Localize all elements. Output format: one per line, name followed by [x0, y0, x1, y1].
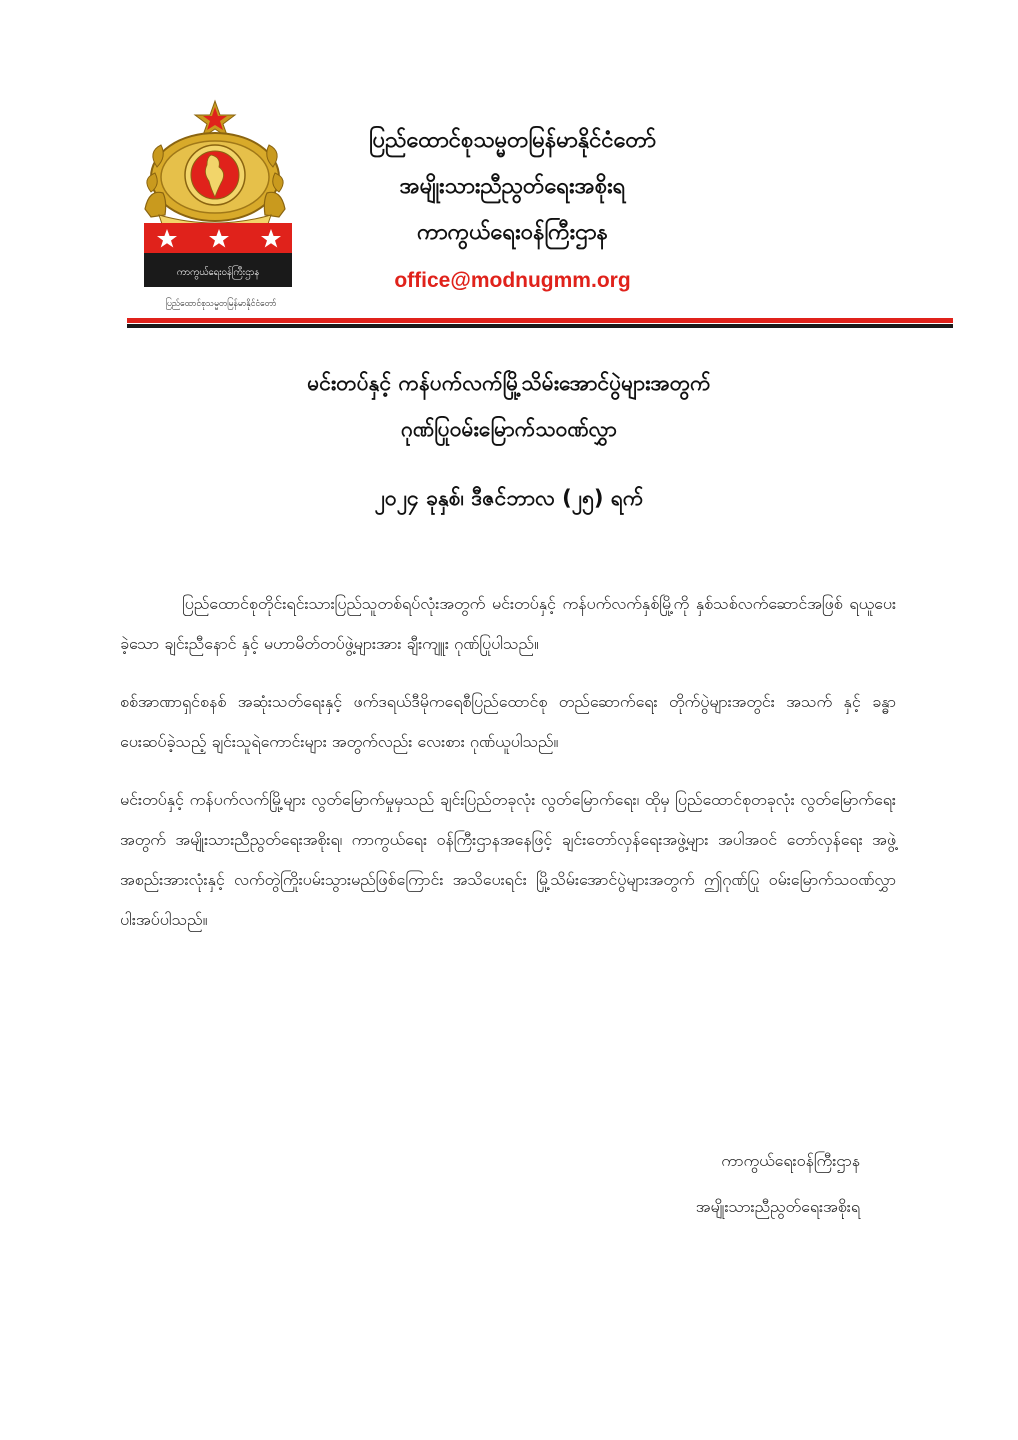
- signature-block: [560, 1138, 860, 1230]
- document-date: ၂၀၂၄ ခုနှစ်၊ ဒီဇင်ဘာလ (၂၅) ရက်: [374, 486, 644, 510]
- signature-ministry: ကာကွယ်ရေးဝန်ကြီးဌာန: [721, 1151, 860, 1170]
- org-line-ministry: ကာကွယ်ရေးဝန်ကြီးဌာန: [417, 220, 608, 245]
- body-paragraph-1: ပြည်ထောင်စုတိုင်းရင်းသားပြည်သူတစ်ရပ်လုံးအတွက် မင်းတပ်နှင့် ကန်ပက်လက်နှစ်မြို့ကို နှစ်သစ်လက်ဆောင်အဖြစ် ရယူပေးခဲ့သော ချင်းညီနောင် နှင့် မဟာမိတ်တပ်ဖွဲ့များအား ချီးကျူး ဂုဏ်ပြုပါသည်။: [120, 594, 896, 653]
- emblem-caption: ပြည်ထောင်စုသမ္မတမြန်မာနိုင်ငံတော်: [165, 299, 277, 309]
- ministry-emblem: [137, 97, 307, 315]
- header-divider-black: [127, 324, 953, 328]
- contact-email: office@modnugmm.org: [394, 269, 631, 292]
- body-paragraph-2: စစ်အာဏာရှင်စနစ် အဆုံးသတ်ရေးနှင့် ဖက်ဒရယ်ဒီမိုကရေစီပြည်ထောင်စု တည်ဆောက်ရေး တိုက်ပွဲများအတွင်း အသက် နှင့် ခန္ဓာပေးဆပ်ခဲ့သည့် ချင်းသူရဲကောင်းများ အတွက်လည်း လေးစား ဂုဏ်ယူပါသည်။: [120, 692, 896, 751]
- header-divider-red: [127, 318, 953, 323]
- body-paragraph-3: မင်းတပ်နှင့် ကန်ပက်လက်မြို့များ လွတ်မြောက်မှုမှသည် ချင်းပြည်တခုလုံး လွတ်မြောက်ရေး၊ ထိုမှ ပြည်ထောင်စုတခုလုံး လွတ်မြောက်ရေးအတွက် အမျိုးသားညီညွတ်ရေးအစိုးရ၊ ကာကွယ်ရေး ဝန်ကြီးဌာနအနေဖြင့် ချင်းတော်လှန်ရေးအဖွဲ့များ အပါအဝင် တော်လှန်ရေး အဖွဲ့အစည်းအားလုံးနှင့် လက်တွဲကြိုးပမ်းသွားမည်ဖြစ်ကြောင်း အသိပေးရင်း မြို့သိမ်းအောင်ပွဲများအတွက် ဤဂုဏ်ပြု ဝမ်းမြောက်သဝဏ်လွှာ ပါးအပ်ပါသည်။: [120, 790, 896, 929]
- title-line-1: မင်းတပ်နှင့် ကန်ပက်လက်မြို့သိမ်းအောင်ပွဲများအတွက်: [307, 371, 711, 395]
- document-title: [120, 360, 898, 520]
- org-line-country: ပြည်ထောင်စုသမ္မတမြန်မာနိုင်ငံတော်: [368, 128, 657, 153]
- signature-government: အမျိုးသားညီညွတ်ရေးအစိုးရ: [695, 1197, 860, 1216]
- document-body: [120, 584, 896, 958]
- org-line-government: အမျိုးသားညီညွတ်ရေးအစိုးရ: [399, 174, 626, 199]
- emblem-box-label: ကာကွယ်ရေးဝန်ကြီးဌာန: [176, 267, 260, 278]
- title-line-2: ဂုဏ်ပြုဝမ်းမြောက်သဝဏ်လွှာ: [401, 417, 617, 441]
- state-seal-icon: [137, 97, 307, 315]
- organization-heading: [320, 118, 705, 302]
